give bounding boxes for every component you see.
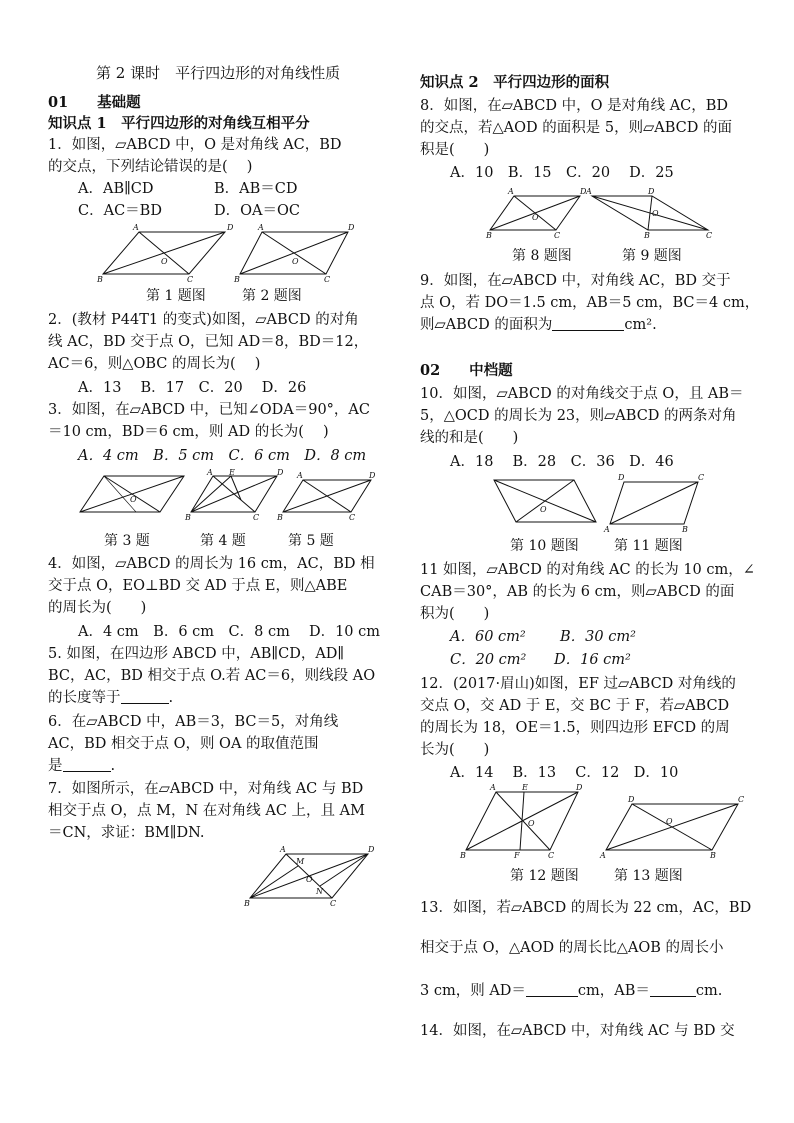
fig9-label-a: A bbox=[586, 187, 592, 196]
q10-line3: 线的和是( ) bbox=[420, 430, 519, 446]
q13-line3-mid: cm，AB＝ bbox=[577, 983, 650, 999]
fig11-label-b: B bbox=[682, 525, 688, 534]
fig7-label-c: C bbox=[330, 899, 337, 908]
q8-line1: 8．如图，在▱ABCD 中，O 是对角线 AC，BD bbox=[420, 98, 729, 114]
caption-fig11: 第 11 题图 bbox=[614, 538, 683, 554]
fig3-label-o: O bbox=[130, 495, 137, 504]
caption-fig13: 第 13 题图 bbox=[614, 868, 683, 884]
q11-line3: 积为( ) bbox=[420, 606, 490, 622]
q1-option-a: A．AB∥CD bbox=[78, 181, 154, 197]
q9-line3-text: 则▱ABCD 的面积为 bbox=[420, 317, 553, 333]
fig2-label-d: D bbox=[348, 223, 355, 232]
q12-options: A．14 B．13 C．12 D．10 bbox=[450, 765, 679, 781]
q9-unit: cm². bbox=[624, 317, 657, 333]
figure-q7 bbox=[244, 845, 375, 908]
caption-fig5: 第 5 题 bbox=[288, 533, 334, 549]
caption-fig2: 第 2 题图 bbox=[242, 288, 302, 304]
q5-line3-text: 的长度等于 bbox=[48, 690, 121, 706]
fig11-label-a: A bbox=[604, 525, 610, 534]
section-basic: 01 基础题 bbox=[48, 94, 141, 111]
caption-fig1: 第 1 题图 bbox=[146, 288, 206, 304]
fig12-label-b: B bbox=[460, 851, 466, 860]
caption-fig4: 第 4 题 bbox=[200, 533, 246, 549]
q4-line2: 交于点 O，EO⊥BD 交 AD 于点 E，则△ABE bbox=[48, 578, 348, 594]
q6-answer-blank[interactable] bbox=[63, 757, 111, 772]
q13-ab-blank[interactable] bbox=[650, 982, 696, 997]
q11-option-c: C．20 cm² bbox=[450, 652, 527, 668]
caption-fig12: 第 12 题图 bbox=[510, 868, 579, 884]
fig4-label-e: E bbox=[229, 468, 235, 477]
figure-q8 bbox=[486, 187, 587, 240]
fig1-label-d: D bbox=[227, 223, 234, 232]
caption-fig9: 第 9 题图 bbox=[622, 248, 682, 264]
fig7-label-a: A bbox=[280, 845, 286, 854]
fig1-label-c: C bbox=[187, 275, 194, 284]
fig9-label-c: C bbox=[706, 231, 713, 240]
q13-line2: 相交于点 O，△AOD 的周长比△AOB 的周长小 bbox=[420, 940, 724, 956]
figure-q11 bbox=[604, 473, 706, 534]
q1-option-b: B．AB＝CD bbox=[214, 181, 298, 197]
fig7-label-d: D bbox=[368, 845, 375, 854]
fig1-label-a: A bbox=[133, 223, 139, 232]
q10-line1: 10．如图，▱ABCD 的对角线交于点 O，且 AB＝ bbox=[420, 386, 744, 402]
caption-fig10: 第 10 题图 bbox=[510, 538, 579, 554]
fig9-label-d: D bbox=[648, 187, 655, 196]
fig8-label-a: A bbox=[508, 187, 514, 196]
q13-line3-end: cm. bbox=[695, 983, 723, 999]
q11-line1: 11 如图，▱ABCD 的对角线 AC 的长为 10 cm，∠ bbox=[420, 562, 755, 578]
q11-option-d: D．16 cm² bbox=[554, 652, 631, 668]
fig1-label-o: O bbox=[161, 257, 168, 266]
fig2-label-b: B bbox=[234, 275, 240, 284]
q2-line1: 2．(教材 P44T1 的变式)如图，▱ABCD 的对角 bbox=[48, 312, 359, 328]
q11-option-b: B．30 cm² bbox=[560, 629, 636, 645]
fig12-label-c: C bbox=[548, 851, 555, 860]
figure-q9 bbox=[586, 187, 713, 240]
q9-line3 bbox=[420, 314, 657, 336]
q4-line3: 的周长为( ) bbox=[48, 600, 147, 616]
caption-fig8: 第 8 题图 bbox=[512, 248, 572, 264]
q7-line3: ＝CN，求证：BM∥DN. bbox=[48, 825, 205, 841]
q2-line3: AC＝6，则△OBC 的周长为( ) bbox=[48, 356, 261, 372]
q1-option-c: C．AC＝BD bbox=[78, 203, 162, 219]
q2-line2: 线 AC，BD 交于点 O，已知 AD＝8，BD＝12， bbox=[48, 334, 369, 350]
caption-fig3: 第 3 题 bbox=[104, 533, 150, 549]
fig5-label-d: D bbox=[369, 471, 376, 480]
fig13-label-d: D bbox=[628, 795, 635, 804]
knowledge-point-1: 知识点 1 平行四边形的对角线互相平分 bbox=[48, 115, 310, 132]
figure-q5 bbox=[277, 471, 376, 522]
fig12-label-o: O bbox=[528, 819, 535, 828]
q6-line1: 6．在▱ABCD 中，AB＝3，BC＝5，对角线 bbox=[48, 714, 339, 730]
q10-options: A．18 B．28 C．36 D．46 bbox=[450, 454, 674, 470]
fig5-label-c: C bbox=[349, 513, 356, 522]
fig12-label-f: F bbox=[514, 851, 520, 860]
q13-line3 bbox=[420, 980, 722, 1002]
q10-line2: 5，△OCD 的周长为 23，则▱ABCD 的两条对角 bbox=[420, 408, 737, 424]
q13-ad-blank[interactable] bbox=[526, 982, 578, 997]
fig9-label-o: O bbox=[652, 209, 659, 218]
q5-line2: BC，AC，BD 相交于点 O.若 AC＝6，则线段 AO bbox=[48, 668, 376, 684]
q4-options: A．4 cm B．6 cm C．8 cm D．10 cm bbox=[78, 624, 381, 640]
q7-line2: 相交于点 O，点 M，N 在对角线 AC 上，且 AM bbox=[48, 803, 365, 819]
fig4-label-d: D bbox=[277, 468, 284, 477]
q8-line2: 的交点，若△AOD 的面积是 5，则▱ABCD 的面 bbox=[420, 120, 732, 136]
fig11-label-c: C bbox=[698, 473, 705, 482]
figure-q3 bbox=[80, 472, 186, 522]
q3-line1: 3．如图，在▱ABCD 中，已知∠ODA＝90°，AC bbox=[48, 402, 371, 418]
q12-line4: 长为( ) bbox=[420, 742, 490, 758]
fig7-label-n: N bbox=[316, 887, 323, 896]
q12-line1: 12．(2017·眉山)如图，EF 过▱ABCD 对角线的 bbox=[420, 676, 736, 692]
q1-option-d: D．OA＝OC bbox=[214, 203, 300, 219]
q8-line3: 积是( ) bbox=[420, 142, 490, 158]
q5-line1: 5. 如图，在四边形 ABCD 中，AB∥CD，AD∥ bbox=[48, 646, 345, 662]
q11-line2: CAB＝30°，AB 的长为 6 cm，则▱ABCD 的面 bbox=[420, 584, 735, 600]
figure-q2 bbox=[234, 223, 355, 284]
fig10-label-o: O bbox=[540, 505, 547, 514]
fig7-label-o: O bbox=[306, 875, 313, 884]
q13-line1: 13．如图，若▱ABCD 的周长为 22 cm，AC，BD bbox=[420, 900, 752, 916]
fig5-label-b: B bbox=[277, 513, 283, 522]
fig11-label-d: D bbox=[618, 473, 625, 482]
fig7-label-m: M bbox=[296, 857, 305, 866]
fig8-label-c: C bbox=[554, 231, 561, 240]
q5-line3: 的长度等于 . bbox=[48, 690, 174, 706]
q5-answer-blank[interactable] bbox=[121, 689, 169, 704]
knowledge-point-2: 知识点 2 平行四边形的面积 bbox=[420, 74, 610, 91]
q8-options: A．10 B．15 C．20 D．25 bbox=[450, 165, 674, 181]
q6-line3: 是 . bbox=[48, 758, 116, 774]
fig2-label-c: C bbox=[324, 275, 331, 284]
figure-q12 bbox=[460, 783, 592, 860]
q9-line2: 点 O，若 DO＝1.5 cm，AB＝5 cm，BC＝4 cm， bbox=[420, 295, 760, 311]
fig5-label-a: A bbox=[297, 471, 303, 480]
fig12-label-d: D bbox=[576, 783, 583, 792]
fig2-label-o: O bbox=[292, 257, 299, 266]
page-title: 第 2 课时 平行四边形的对角线性质 bbox=[96, 64, 341, 82]
q7-line1: 7．如图所示，在▱ABCD 中，对角线 AC 与 BD bbox=[48, 781, 364, 797]
q6-line3-text: 是 bbox=[48, 758, 63, 774]
fig13-label-o: O bbox=[666, 817, 673, 826]
fig8-label-o: O bbox=[532, 213, 539, 222]
fig7-label-b: B bbox=[244, 899, 250, 908]
q9-answer-blank[interactable] bbox=[552, 316, 624, 331]
figure-q10 bbox=[494, 476, 598, 532]
figure-q1 bbox=[97, 223, 234, 284]
fig4-label-a: A bbox=[207, 468, 213, 477]
q12-line2: 交点 O，交 AD 于 E，交 BC 于 F，若▱ABCD bbox=[420, 698, 730, 714]
section-medium: 02 中档题 bbox=[420, 362, 513, 379]
q6-line2: AC，BD 相交于点 O，则 OA 的取值范围 bbox=[48, 736, 319, 752]
fig1-label-b: B bbox=[97, 275, 103, 284]
fig12-label-a: A bbox=[490, 783, 496, 792]
q9-line1: 9．如图，在▱ABCD 中，对角线 AC，BD 交于 bbox=[420, 273, 731, 289]
q1-line1: 1．如图，▱ABCD 中，O 是对角线 AC，BD bbox=[48, 137, 342, 153]
fig12-label-e: E bbox=[522, 783, 528, 792]
q3-line2: ＝10 cm，BD＝6 cm，则 AD 的长为( ) bbox=[48, 424, 329, 440]
fig9-label-b: B bbox=[644, 231, 650, 240]
fig4-label-c: C bbox=[253, 513, 260, 522]
fig4-label-b: B bbox=[185, 513, 191, 522]
fig13-label-a: A bbox=[600, 851, 606, 860]
q11-option-a: A．60 cm² bbox=[450, 629, 526, 645]
q3-options: A．4 cm B．5 cm C．6 cm D．8 cm bbox=[78, 448, 367, 464]
figure-q13 bbox=[600, 795, 745, 860]
fig8-label-b: B bbox=[486, 231, 492, 240]
q2-options: A．13 B．17 C．20 D．26 bbox=[78, 380, 307, 396]
q4-line1: 4．如图，▱ABCD 的周长为 16 cm，AC，BD 相 bbox=[48, 556, 375, 572]
q14-line1: 14．如图，在▱ABCD 中，对角线 AC 与 BD 交 bbox=[420, 1023, 735, 1039]
q12-line3: 的周长为 18，OE＝1.5，则四边形 EFCD 的周 bbox=[420, 720, 730, 736]
fig13-label-c: C bbox=[738, 795, 745, 804]
fig13-label-b: B bbox=[710, 851, 716, 860]
fig2-label-a: A bbox=[258, 223, 264, 232]
figure-q4 bbox=[185, 468, 284, 522]
q13-line3-text: 3 cm，则 AD＝ bbox=[420, 983, 526, 999]
fig8-label-d: D bbox=[580, 187, 587, 196]
q1-line2: 的交点，下列结论错误的是( ) bbox=[48, 159, 253, 175]
